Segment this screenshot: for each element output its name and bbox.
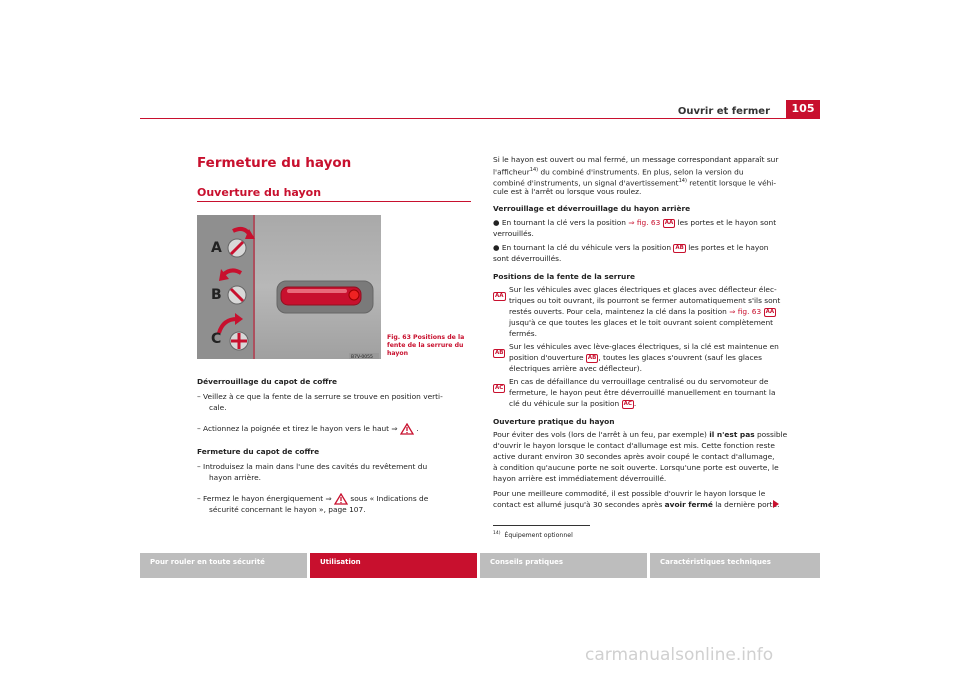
position-badge: AB: [675, 244, 684, 251]
key-position-c-icon: [219, 313, 248, 350]
tab-safety[interactable]: Pour rouler en toute sécurité: [140, 553, 307, 578]
lock-illustration: [197, 215, 381, 359]
bullet-item: ● En tournant la clé du véhicule vers la position AB les portes et le hayon: [493, 243, 769, 252]
key-position-a-icon: [228, 229, 255, 257]
def-line: triques ou toit ouvrant, ils pourront se fermer automatiquement s'ils sont: [509, 296, 781, 305]
warning-icon: [400, 423, 414, 435]
paragraph-line: Pour une meilleure commodité, il est possible d'ouvrir le hayon lorsque le: [493, 489, 766, 498]
footnote-mark: 14): [529, 167, 539, 173]
list-item: – Introduisez la main dans l'une des cavités du revêtement du: [197, 462, 428, 471]
list-item: – Veillez à ce que la fente de la serrure se trouve en position verti-: [197, 392, 443, 401]
list-item-cont: hayon arrière.: [209, 473, 261, 482]
def-line: fermeture, le hayon peut être déverrouillé manuellement en tournant la: [509, 388, 776, 397]
heading-close: Fermeture du capot de coffre: [197, 447, 320, 456]
position-badge: AA: [664, 219, 674, 226]
key-position-b-icon: [219, 269, 246, 304]
heading-practice: Ouverture pratique du hayon: [493, 417, 615, 426]
list-item-cont: sécurité concernant le hayon », page 107.: [209, 505, 366, 514]
list-item: – Actionnez la poignée et tirez le hayon vers le haut ⇒ .: [197, 424, 419, 433]
figure-label-a: A: [211, 240, 222, 256]
paragraph-line: hayon arrière est immédiatement déverrouillé.: [493, 474, 667, 483]
position-label-aa: AA: [495, 293, 504, 299]
warning-icon: [334, 493, 348, 505]
paragraph-line: Si le hayon est ouvert ou mal fermé, un message correspondant apparaît sur: [493, 155, 779, 164]
paragraph-line: à condition qu'aucune porte ne soit ouverte. Lorsqu'une porte est ouverte, le: [493, 463, 779, 472]
position-label-ac: AC: [495, 385, 504, 391]
figure-label-b: B: [211, 287, 222, 303]
section-title: Ouvrir et fermer: [677, 106, 770, 117]
list-item: – Fermez le hayon énergiquement ⇒ sous « Indications de: [197, 494, 429, 503]
position-label-ab: AB: [495, 350, 504, 356]
paragraph-line: Pour éviter des vols (lors de l'arrêt à un feu, par exemple) il n'est pas possible: [493, 430, 788, 439]
figure-caption: Fig. 63 Positions de la fente de la serrure du hayon: [387, 334, 465, 357]
bullet-item: ● En tournant la clé vers la position ⇒ fig. 63 AA les portes et le hayon sont: [493, 218, 777, 227]
def-line: Sur les véhicules avec glaces électriques et glaces avec déflecteur élec-: [509, 285, 777, 294]
footnote: $^{14)}$ Équipement optionnel: [493, 531, 573, 540]
position-badge: AC: [623, 400, 632, 407]
def-line: clé du véhicule sur la position AC .: [509, 399, 637, 408]
position-badge: AB: [587, 354, 597, 361]
header-rule: [140, 118, 820, 119]
heading-positions: Positions de la fente de la serrure: [493, 272, 635, 281]
page-number: 105: [786, 100, 820, 118]
def-line: jusqu'à ce que toutes les glaces et le toit ouvrant soient complètement: [509, 318, 774, 327]
section-subtitle: Ouverture du hayon: [197, 186, 322, 199]
def-line: Sur les véhicules avec lève-glaces électriques, si la clé est maintenue en: [509, 342, 779, 351]
footnote-rule: [493, 525, 590, 526]
paragraph-line: l'afficheur$^{14)}$ du combiné d'instruments. En plus, selon la version du: [493, 167, 744, 177]
def-line: position d'ouverture AB , toutes les glaces s'ouvrent (sauf les glaces: [509, 353, 762, 362]
tab-practical-tips[interactable]: Conseils pratiques: [480, 553, 647, 578]
bullet-item-cont: verrouillés.: [493, 229, 534, 238]
paragraph-line: d'ouvrir le hayon lorsque le contact d'allumage est mis. Cette fonction reste: [493, 441, 775, 450]
def-line: En cas de défaillance du verrouillage centralisé ou du servomoteur de: [509, 377, 769, 386]
tab-utilisation[interactable]: Utilisation: [310, 553, 477, 578]
bullet-item-cont: sont déverrouillés.: [493, 254, 562, 263]
tab-technical-specs[interactable]: Caractéristiques techniques: [650, 553, 820, 578]
heading-lock: Verrouillage et déverrouillage du hayon arrière: [493, 204, 691, 213]
figure-reference-link[interactable]: ⇒ fig. 63: [628, 218, 661, 227]
list-item-cont: cale.: [209, 403, 227, 412]
page-title: Fermeture du hayon: [197, 155, 352, 171]
def-line: restés ouverts. Pour cela, maintenez la clé dans la position ⇒ fig. 63 AA: [509, 307, 775, 316]
figure-reference-link[interactable]: ⇒ fig. 63: [729, 307, 762, 316]
paragraph-line: cule est à l'arrêt ou lorsque vous roulez.: [493, 187, 642, 196]
paragraph-line: contact est allumé jusqu'à 30 secondes après avoir fermé la dernière porte.: [493, 500, 780, 509]
subtitle-rule: [197, 201, 471, 202]
paragraph-line: combiné d'instruments, un signal d'avertissement$^{14)}$ retentit lorsque le véhi-: [493, 178, 777, 188]
figure-code: B7V-0055: [351, 355, 373, 359]
def-line: fermés.: [509, 329, 538, 338]
footnote-mark: 14): [678, 178, 687, 184]
paragraph-line: active durant environ 30 secondes après avoir coupé le contact d'allumage,: [493, 452, 775, 461]
figure-label-c: C: [211, 331, 222, 347]
def-line: électriques arrière avec déflecteur).: [509, 364, 642, 373]
heading-unlock: Déverrouillage du capot de coffre: [197, 377, 338, 386]
watermark: carmanualsonline.info: [585, 645, 774, 665]
position-badge: AA: [765, 308, 775, 315]
continue-arrow-icon: [773, 500, 779, 508]
figure-63: [197, 215, 381, 359]
